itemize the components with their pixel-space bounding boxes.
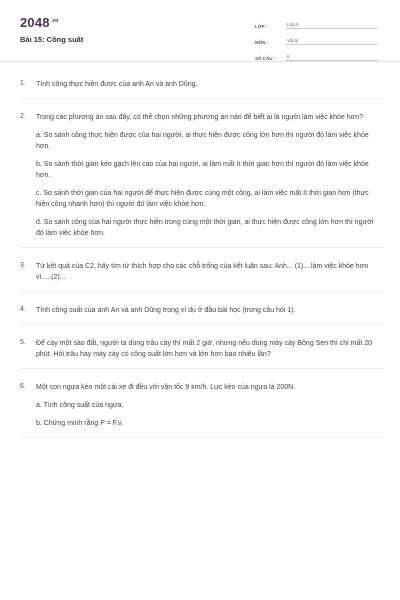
lesson-title: Bài 15: Công suất bbox=[20, 35, 84, 44]
question-text: Để cày một sào đất, người ta dùng trâu cày thì mất 2 giờ, nhưng nếu dùng máy cày Bông Sen thì chỉ mất 20 phút. Hỏi trâu hay máy cày có công suất lớn hơn và lớn hơn bao nhiêu lần? bbox=[36, 340, 373, 358]
question-text: Trong các phương án sau đây, có thể chọn những phương án nào để biết ai là người làm việc khỏe hơn? bbox=[36, 114, 364, 121]
question-6 bbox=[20, 378, 384, 438]
header-divider bbox=[0, 61, 400, 62]
meta-row-subject bbox=[255, 33, 378, 45]
meta-row-count bbox=[255, 49, 378, 61]
lesson-meta bbox=[255, 17, 378, 65]
question-5 bbox=[20, 334, 384, 369]
logo-domain: .vn bbox=[50, 17, 59, 24]
logo-text: 2048 bbox=[20, 15, 50, 30]
question-4 bbox=[20, 301, 384, 325]
meta-label-class: LỚP : bbox=[255, 24, 268, 29]
question-1 bbox=[20, 75, 384, 99]
question-number: 6. bbox=[20, 383, 26, 390]
question-text: Từ kết quả của C2, hãy tìm từ thích hợp cho các chỗ trống của kết luận sau: Anh... (1)....làm việc khỏe hơn vì.....(2)... bbox=[36, 263, 369, 281]
question-number: 1. bbox=[20, 80, 26, 87]
question-body bbox=[36, 338, 384, 360]
option-b: b. So sánh thời gian kéo gạch lên cao của hai người, ai làm mất ít thời gian hơn thì người đó làm việc khỏe hơn. bbox=[36, 161, 369, 179]
question-text: Tính công thực hiện được của anh An và anh Dũng. bbox=[36, 81, 198, 88]
question-body bbox=[36, 382, 384, 429]
option-d: d. So sánh công của hai người thực hiện trong cùng một thời gian, ai thực hiện được công lớn hơn thì người đó làm việc khỏe hơn. bbox=[36, 219, 374, 237]
question-text: Tính công suất của anh An và anh Dũng trong ví dụ ở đầu bài học (trong câu hỏi 1). bbox=[36, 307, 296, 314]
question-list bbox=[20, 75, 384, 438]
question-body bbox=[36, 112, 384, 239]
meta-value-class: Lớp 8 bbox=[285, 22, 378, 29]
question-body bbox=[36, 261, 384, 283]
question-number: 2. bbox=[20, 113, 26, 120]
site-logo[interactable] bbox=[20, 15, 59, 30]
meta-row-class bbox=[255, 17, 378, 29]
question-2 bbox=[20, 108, 384, 248]
meta-value-subject: Vật lý bbox=[285, 38, 378, 45]
option-b: b. Chứng minh rằng P = F.v. bbox=[36, 420, 124, 427]
meta-label-count: SỐ CÂU : bbox=[255, 56, 276, 61]
option-a: a. Tính công suất của ngựa. bbox=[36, 402, 124, 409]
question-number: 5. bbox=[20, 339, 26, 346]
question-3 bbox=[20, 257, 384, 292]
question-number: 4. bbox=[20, 306, 26, 313]
option-a: a. So sánh công thực hiện được của hai người, ai thực hiện được công lớn hơn thì người đó làm việc khỏe hơn. bbox=[36, 132, 369, 150]
question-body bbox=[36, 305, 384, 316]
meta-value-count: 6 bbox=[285, 54, 378, 61]
question-number: 3. bbox=[20, 262, 26, 269]
question-text: Một con ngựa kéo một cái xe đi đều với vận tốc 9 km/h. Lực kéo của ngựa là 200N. bbox=[36, 384, 296, 391]
meta-label-subject: MÔN : bbox=[255, 40, 269, 45]
option-c: c. So sánh thời gian của hai người để thực hiện được cùng một công, ai làm việc mất ít thời gian hơn (thực hiện công nhanh hơn) thì người đó làm việc khỏe hơn. bbox=[36, 190, 369, 208]
question-body bbox=[36, 79, 384, 90]
